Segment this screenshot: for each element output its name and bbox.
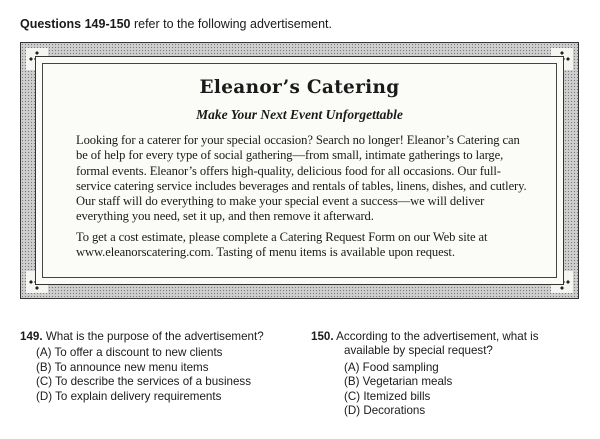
ad-title: Eleanor’s Catering [199, 77, 400, 98]
header-instruction: refer to the following advertisement. [133, 17, 332, 31]
advertisement-panel [35, 56, 564, 285]
question-text: According to the advertisement, what is available by special request? [336, 330, 539, 358]
answer-option-c[interactable]: (C) Itemized bills [344, 389, 431, 403]
answer-option-d[interactable]: (D) Decorations [344, 404, 426, 418]
questions-range-label: Questions 149-150 [20, 17, 131, 31]
question-number: 150. [311, 330, 334, 343]
answer-option-b[interactable]: (B) To announce new menu items [36, 360, 209, 374]
question-149 [20, 330, 300, 404]
answer-option-c[interactable]: (C) To describe the services of a business [36, 375, 252, 389]
question-stem [311, 330, 581, 359]
answer-option-a[interactable]: (A) To offer a discount to new clients [36, 346, 223, 360]
ad-paragraph: Looking for a caterer for your special occasion? Search no longer! Eleanor’s Catering can be of help for every type of social gathering—from small, intimate gatherings to large, formal events. Eleanor’s offers high-quality, delicious food for all occasions. Our full-service catering service includes beverages and rentals of tables, linens, dishes, and cutlery. Our staff will do everything to make your special event a success—we will deliver everything you need, set it up, and then remove it afterward. [76, 133, 527, 224]
question-stem [20, 330, 300, 344]
question-set-header [20, 17, 332, 31]
answer-options [20, 346, 300, 404]
question-text: What is the purpose of the advertisement? [45, 330, 264, 343]
ad-body [76, 133, 533, 260]
question-number: 149. [20, 330, 43, 343]
answer-option-d[interactable]: (D) To explain delivery requirements [36, 389, 222, 403]
answer-option-a[interactable]: (A) Food sampling [344, 360, 439, 374]
question-150 [311, 330, 581, 418]
advertisement-frame [20, 42, 579, 299]
ad-subtitle: Make Your Next Event Unforgettable [196, 107, 403, 122]
answer-options [311, 361, 581, 419]
ad-paragraph: To get a cost estimate, please complete a Catering Request Form on our Web site at www.eleanorscatering.com. Tasting of menu items is available upon request. [76, 229, 488, 260]
answer-option-b[interactable]: (B) Vegetarian meals [344, 375, 453, 389]
